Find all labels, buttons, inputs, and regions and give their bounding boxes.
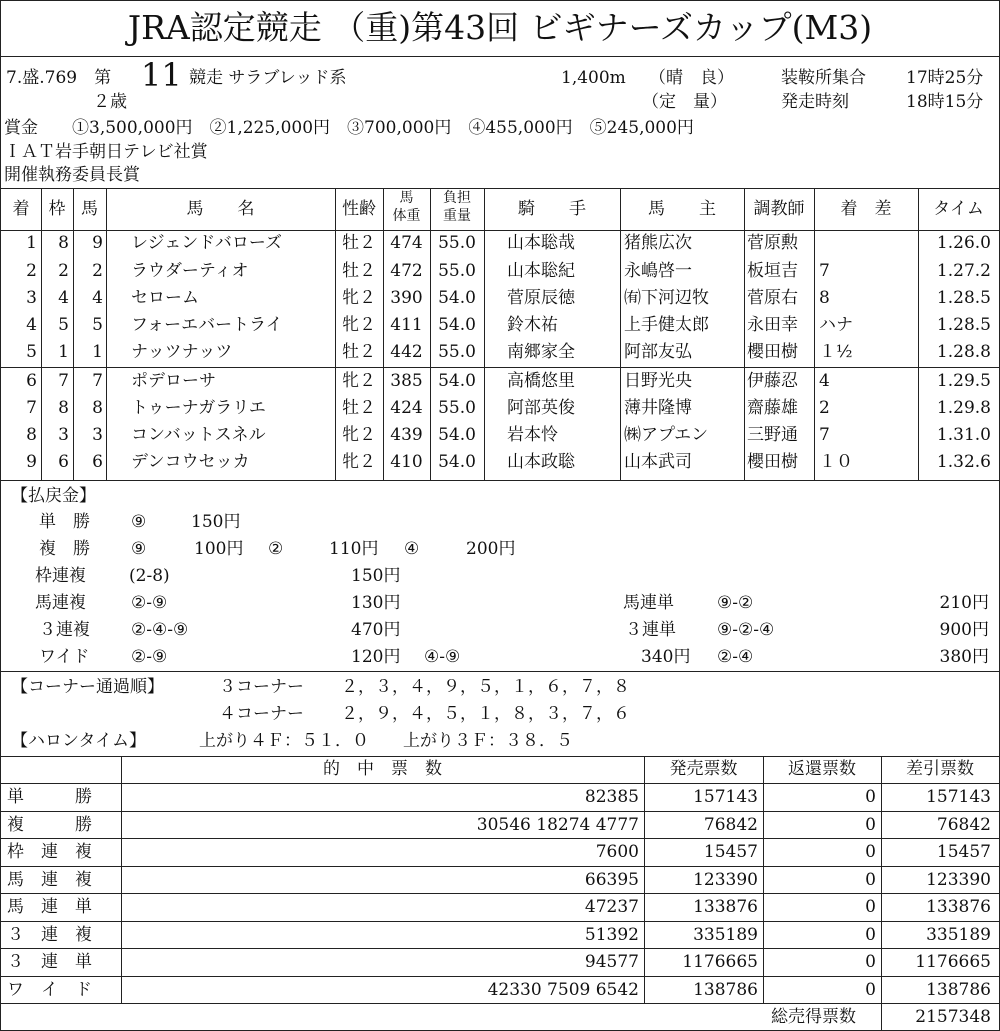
owner-cell: ㈱アプエン <box>624 425 709 445</box>
post-time: 18時15分 <box>906 92 984 112</box>
margin-cell: 8 <box>819 288 830 308</box>
fukusho-label: 複 勝 <box>39 539 90 559</box>
horse-name-cell: ポデローサ <box>131 371 216 391</box>
trainer-cell: 板垣吉 <box>747 261 798 281</box>
net-votes-cell: 138786 <box>926 979 991 1000</box>
corner4-order: ２，９，４，５，１，８，３，７，６ <box>341 704 630 724</box>
header-waku: 枠 <box>48 199 66 219</box>
sex-age-cell: 牝２ <box>342 288 376 308</box>
header-time: タイム <box>933 199 984 219</box>
header-sex-age: 性齢 <box>342 199 376 219</box>
umaren-label: 馬連複 <box>35 593 86 613</box>
burden-cell: 55.0 <box>438 342 476 362</box>
sold-votes-cell: 76842 <box>703 814 758 835</box>
sponsor-award-1: ＩＡＴ岩手朝日テレビ社賞 <box>4 142 208 162</box>
waku-cell: 8 <box>58 398 69 418</box>
umatan-amount: 210円 <box>939 593 989 613</box>
fukusho-amount: 200円 <box>466 539 516 559</box>
jockey-cell: 菅原辰徳 <box>507 288 575 308</box>
sex-age-cell: 牝２ <box>342 315 376 335</box>
rank-cell: 7 <box>26 398 37 418</box>
sold-votes-cell: 123390 <box>693 869 758 890</box>
fukusho-amount: 100円 <box>194 539 244 559</box>
rank-cell: 3 <box>26 288 37 308</box>
sex-age-cell: 牡２ <box>342 233 376 253</box>
fukusho-combo: ② <box>268 539 284 559</box>
wide-amount: 340円 <box>641 647 691 667</box>
refund-votes-cell: 0 <box>865 897 876 917</box>
waku-cell: 4 <box>58 288 69 308</box>
tansho-label: 単 勝 <box>39 512 90 532</box>
horse-name-cell: コンバットスネル <box>131 425 266 445</box>
results-bottom-border <box>1 480 999 481</box>
net-votes-cell: 76842 <box>936 814 991 835</box>
time-cell: 1.28.8 <box>936 342 991 362</box>
total-sales-value: 2157348 <box>915 1007 991 1027</box>
trainer-cell: 三野通 <box>747 425 798 445</box>
furlong-label: 【ハロンタイム】 <box>11 731 146 751</box>
header-jockey: 騎 手 <box>518 199 586 219</box>
sanrenpuku-combo: ②-④-⑨ <box>131 620 189 640</box>
weight-cell: 474 <box>390 233 423 253</box>
votes-bottom-border <box>1 1003 999 1004</box>
net-votes-cell: 335189 <box>926 924 991 945</box>
sanrentan-label: ３連単 <box>625 620 676 640</box>
horse-no-cell: 5 <box>92 315 103 335</box>
owner-cell: ㈲下河辺牧 <box>624 288 709 308</box>
jockey-cell: 高橋悠里 <box>507 371 575 391</box>
results-group-divider <box>1 367 999 368</box>
weight-cell: 472 <box>390 261 423 281</box>
sold-votes-cell: 1176665 <box>682 952 758 972</box>
hit-votes-cell: 51392 <box>584 924 639 945</box>
margin-cell: １½ <box>819 342 853 362</box>
horse-no-cell: 3 <box>92 425 103 445</box>
trainer-cell: 齋藤雄 <box>747 398 798 418</box>
hit-votes-cell: 82385 <box>584 787 639 807</box>
header-burden-b: 重量 <box>443 208 471 224</box>
sex-age-cell: 牝２ <box>342 452 376 472</box>
total-sales-label: 総売得票数 <box>771 1007 856 1027</box>
umaren-combo: ②-⑨ <box>131 593 168 613</box>
rank-cell: 9 <box>26 452 37 472</box>
sanrentan-combo: ⑨-②-④ <box>717 620 775 640</box>
jockey-cell: 山本政聡 <box>507 452 575 472</box>
col-divider <box>484 188 485 480</box>
prize-money: 賞金 ①3,500,000円 ②1,225,000円 ③700,000円 ④455,000円 ⑤245,000円 <box>4 118 694 138</box>
burden-cell: 54.0 <box>438 371 476 391</box>
fukusho-combo: ④ <box>404 539 420 559</box>
waku-cell: 5 <box>58 315 69 335</box>
waku-cell: 1 <box>58 342 69 362</box>
sold-votes-cell: 15457 <box>703 842 758 862</box>
rank-cell: 1 <box>26 233 37 253</box>
header-horse-no: 馬 <box>81 199 98 219</box>
race-description: 競走 サラブレッド系 <box>189 68 347 88</box>
weight-rule: （定 量） <box>642 92 727 112</box>
saddling-label: 装鞍所集合 <box>781 68 866 88</box>
net-votes-cell: 157143 <box>926 787 991 807</box>
sanrentan-amount: 900円 <box>939 620 989 640</box>
owner-cell: 上手健太郎 <box>624 315 709 335</box>
distance: 1,400m <box>561 68 626 88</box>
jockey-cell: 南郷家全 <box>507 342 575 362</box>
payout-divider <box>1 671 999 672</box>
results-top-border <box>1 188 999 189</box>
hit-votes-cell: 42330 7509 6542 <box>487 979 639 1000</box>
waku-cell: 6 <box>58 452 69 472</box>
refund-votes-cell: 0 <box>865 979 876 1000</box>
refund-votes-cell: 0 <box>865 814 876 835</box>
votes-header-border <box>1 783 999 784</box>
weight-cell: 385 <box>390 371 423 391</box>
jockey-cell: 山本聡哉 <box>507 233 575 253</box>
umatan-label: 馬連単 <box>623 593 674 613</box>
row-divider <box>1 921 999 922</box>
jockey-cell: 山本聡紀 <box>507 261 575 281</box>
header-owner: 馬 主 <box>648 199 716 219</box>
horse-no-cell: 6 <box>92 452 103 472</box>
horse-no-cell: 1 <box>92 342 103 362</box>
saddling-time: 17時25分 <box>906 68 984 88</box>
time-cell: 1.27.2 <box>936 261 991 281</box>
bet-type-label: 馬 連 複 <box>7 869 92 890</box>
fukusho-combo: ⑨ <box>131 539 147 559</box>
weather-track: （晴 良） <box>649 68 734 88</box>
time-cell: 1.29.8 <box>936 398 991 418</box>
net-votes-cell: 123390 <box>926 869 991 890</box>
row-divider <box>1 893 999 894</box>
votes-header-hits: 的 中 票 数 <box>323 759 442 779</box>
furlong-text: 上がり４Ｆ：５１．０ 上がり３Ｆ：３８．５ <box>199 731 573 751</box>
corner3-order: ２，３，４，９，５，１，６，７，８ <box>341 677 630 697</box>
sex-age-cell: 牝２ <box>342 371 376 391</box>
margin-cell: １０ <box>819 452 853 472</box>
post-time-label: 発走時刻 <box>781 92 849 112</box>
votes-header-refund: 返還票数 <box>788 759 856 779</box>
votes-top-border <box>1 756 999 757</box>
margin-cell: 4 <box>819 371 830 391</box>
horse-no-cell: 7 <box>92 371 103 391</box>
bet-type-label: 枠 連 複 <box>7 842 92 862</box>
margin-cell: 7 <box>819 261 830 281</box>
owner-cell: 阿部友弘 <box>624 342 692 362</box>
trainer-cell: 永田幸 <box>747 315 798 335</box>
horse-no-cell: 4 <box>92 288 103 308</box>
race-number-prefix: 7.盛.769 第 <box>6 68 112 88</box>
horse-name-cell: ラウダーティオ <box>131 261 249 281</box>
sex-age-cell: 牝２ <box>342 425 376 445</box>
wide-combo: ②-⑨ <box>131 647 168 667</box>
header-horse-name: 馬 名 <box>186 199 255 219</box>
trainer-cell: 櫻田樹 <box>747 342 798 362</box>
votes-header-net: 差引票数 <box>906 759 974 779</box>
sanrenpuku-amount: 470円 <box>351 620 401 640</box>
hit-votes-cell: 66395 <box>584 869 639 890</box>
row-divider <box>1 811 999 812</box>
time-cell: 1.31.0 <box>936 425 991 445</box>
wakuren-amount: 150円 <box>351 566 401 586</box>
refund-votes-cell: 0 <box>865 787 876 807</box>
waku-cell: 7 <box>58 371 69 391</box>
time-cell: 1.28.5 <box>936 288 991 308</box>
wide-amount: 380円 <box>939 647 989 667</box>
payout-header: 【払戻金】 <box>11 486 96 506</box>
trainer-cell: 伊藤忍 <box>747 371 798 391</box>
net-votes-cell: 15457 <box>936 842 991 862</box>
bet-type-label: 馬 連 単 <box>7 897 92 917</box>
rank-cell: 8 <box>26 425 37 445</box>
sex-age-cell: 牡２ <box>342 261 376 281</box>
corner3-label: ３コーナー <box>219 677 304 697</box>
row-divider <box>1 838 999 839</box>
wide-label: ワイド <box>39 647 90 667</box>
age-condition: ２歳 <box>93 92 127 112</box>
col-divider <box>620 188 621 480</box>
rank-cell: 4 <box>26 315 37 335</box>
burden-cell: 54.0 <box>438 425 476 445</box>
sex-age-cell: 牡２ <box>342 342 376 362</box>
header-rank: 着 <box>12 199 30 219</box>
time-cell: 1.28.5 <box>936 315 991 335</box>
weight-cell: 424 <box>390 398 423 418</box>
tansho-combo: ⑨ <box>131 512 147 532</box>
time-cell: 1.29.5 <box>936 371 991 391</box>
row-divider <box>1 976 999 977</box>
refund-votes-cell: 0 <box>865 842 876 862</box>
margin-cell: 2 <box>819 398 830 418</box>
umaren-amount: 130円 <box>351 593 401 613</box>
burden-cell: 55.0 <box>438 398 476 418</box>
bet-type-label: 複 勝 <box>7 814 92 835</box>
race-number: 11 <box>141 56 182 94</box>
bet-type-label: ３ 連 単 <box>7 952 92 972</box>
weight-cell: 390 <box>390 288 423 308</box>
jockey-cell: 鈴木祐 <box>507 315 558 335</box>
header-burden-a: 負担 <box>443 190 471 206</box>
hit-votes-cell: 30546 18274 4777 <box>476 814 639 835</box>
burden-cell: 54.0 <box>438 288 476 308</box>
sold-votes-cell: 157143 <box>693 787 758 807</box>
bet-type-label: 単 勝 <box>7 787 92 807</box>
owner-cell: 山本武司 <box>624 452 692 472</box>
rank-cell: 5 <box>26 342 37 362</box>
waku-cell: 3 <box>58 425 69 445</box>
weight-cell: 439 <box>390 425 423 445</box>
horse-name-cell: トゥーナガラリエ <box>131 398 266 418</box>
hit-votes-cell: 94577 <box>584 952 639 972</box>
rank-cell: 2 <box>26 261 37 281</box>
horse-name-cell: デンコウセッカ <box>131 452 250 472</box>
header-weight-a: 馬 <box>399 190 414 206</box>
burden-cell: 54.0 <box>438 315 476 335</box>
margin-cell: 7 <box>819 425 830 445</box>
time-cell: 1.32.6 <box>936 452 991 472</box>
weight-cell: 410 <box>390 452 423 472</box>
sold-votes-cell: 138786 <box>693 979 758 1000</box>
refund-votes-cell: 0 <box>865 952 876 972</box>
burden-cell: 55.0 <box>438 261 476 281</box>
header-margin: 着 差 <box>840 199 892 219</box>
rank-cell: 6 <box>26 371 37 391</box>
wakuren-combo: (2-8) <box>129 566 170 586</box>
trainer-cell: 櫻田樹 <box>747 452 798 472</box>
fukusho-amount: 110円 <box>329 539 379 559</box>
wide-combo: ②-④ <box>717 647 754 667</box>
horse-name-cell: セローム <box>131 288 199 308</box>
row-divider <box>1 948 999 949</box>
horse-name-cell: ナッツナッツ <box>131 342 233 362</box>
bet-type-label: ワ イ ド <box>7 979 92 1000</box>
margin-cell: ハナ <box>819 315 853 335</box>
refund-votes-cell: 0 <box>865 924 876 945</box>
weight-cell: 411 <box>390 315 423 335</box>
sponsor-award-2: 開催執務委員長賞 <box>4 165 140 185</box>
net-votes-cell: 1176665 <box>915 952 991 972</box>
wide-amount: 120円 <box>351 647 401 667</box>
jockey-cell: 阿部英俊 <box>507 398 575 418</box>
horse-no-cell: 9 <box>92 233 103 253</box>
waku-cell: 2 <box>58 261 69 281</box>
sex-age-cell: 牡２ <box>342 398 376 418</box>
jockey-cell: 岩本怜 <box>507 425 558 445</box>
owner-cell: 永嶋啓一 <box>624 261 692 281</box>
corner-label: 【コーナー通過順】 <box>11 677 164 697</box>
hit-votes-cell: 7600 <box>595 842 639 862</box>
header-trainer: 調教師 <box>753 199 805 219</box>
results-header-border <box>1 230 999 231</box>
sold-votes-cell: 133876 <box>693 897 758 917</box>
header-weight-b: 体重 <box>392 208 421 224</box>
burden-cell: 54.0 <box>438 452 476 472</box>
waku-cell: 8 <box>58 233 69 253</box>
race-title: JRA認定競走 （重)第43回 ビギナーズカップ(M3) <box>127 8 873 47</box>
bet-type-label: ３ 連 複 <box>7 924 92 945</box>
col-divider <box>744 188 745 480</box>
net-votes-cell: 133876 <box>926 897 991 917</box>
votes-header-sold: 発売票数 <box>669 759 738 779</box>
umatan-combo: ⑨-② <box>717 593 754 613</box>
tansho-amount: 150円 <box>191 512 241 532</box>
horse-name-cell: レジェンドバローズ <box>131 233 283 253</box>
time-cell: 1.26.0 <box>936 233 991 253</box>
weight-cell: 442 <box>390 342 423 362</box>
hit-votes-cell: 47237 <box>584 897 639 917</box>
col-divider <box>814 188 815 480</box>
horse-no-cell: 8 <box>92 398 103 418</box>
burden-cell: 55.0 <box>438 233 476 253</box>
owner-cell: 薄井隆博 <box>624 398 692 418</box>
wide-combo: ④-⑨ <box>424 647 461 667</box>
refund-votes-cell: 0 <box>865 869 876 890</box>
horse-name-cell: フォーエバートライ <box>131 315 283 335</box>
sanrenpuku-label: ３連複 <box>39 620 90 640</box>
corner4-label: ４コーナー <box>219 704 304 724</box>
row-divider <box>1 866 999 867</box>
horse-no-cell: 2 <box>92 261 103 281</box>
col-divider <box>106 188 107 480</box>
sold-votes-cell: 335189 <box>693 924 758 945</box>
wakuren-label: 枠連複 <box>35 566 86 586</box>
owner-cell: 猪熊広次 <box>624 233 692 253</box>
owner-cell: 日野光央 <box>624 371 692 391</box>
trainer-cell: 菅原勲 <box>747 233 798 253</box>
trainer-cell: 菅原右 <box>747 288 798 308</box>
